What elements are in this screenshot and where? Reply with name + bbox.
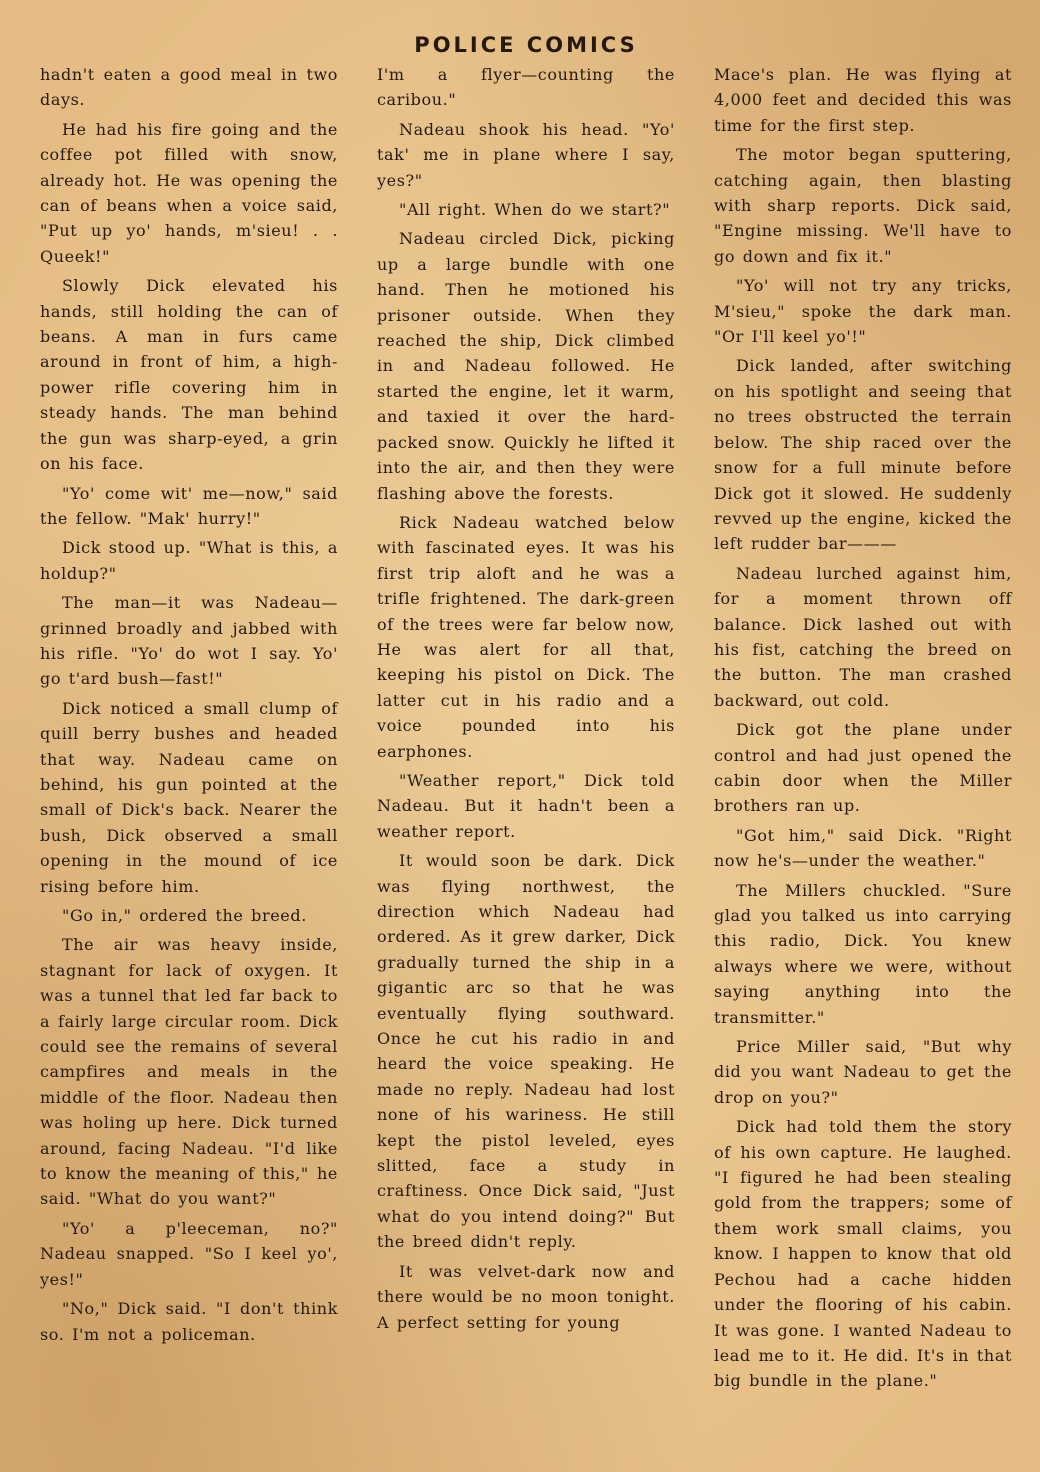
paragraph: It would soon be dark. Dick was flying northwest, the direction which Nadeau had ordered. As it grew darker, Dick gradually turned the ship in a gigantic arc so that he was eventually flying southward. Once he cut his radio in and heard the voice speaking. He made no reply. Nadeau had lost none of his wariness. He still kept the pistol leveled, eyes slitted, face a study in craftiness. Once Dick said, "Just what do you intend doing?" But the breed didn't reply. xyxy=(377,851,675,1252)
paragraph: Dick noticed a small clump of quill berry bushes and headed that way. Nadeau came on behind, his gun pointed at the small of Dick's back. Nearer the bush, Dick observed a small opening in the mound of ice rising before him. xyxy=(40,698,338,896)
paragraph: Nadeau lurched against him, for a moment thrown off balance. Dick lashed out with his fist, catching the breed on the button. The man crashed backward, out cold. xyxy=(714,563,1012,710)
paragraph: It was velvet-dark now and there would be no moon tonight. A perfect setting for young xyxy=(377,1261,675,1332)
paragraph: Dick landed, after switching on his spotlight and seeing that no trees obstructed the terrain below. The ship raced over the snow for a full minute before Dick got it slowed. He suddenly revved up the engine, kicked the left rudder bar——— xyxy=(714,356,1012,554)
paragraph: "Go in," ordered the breed. xyxy=(62,906,307,925)
paragraph: Slowly Dick elevated his hands, still holding the can of beans. A man in furs came around in front of him, a high-power rifle covering him in steady hands. The man behind the gun was sharp-eyed, a grin on his face. xyxy=(40,276,338,474)
paragraph: I'm a flyer—counting the caribou." xyxy=(377,65,675,110)
paragraph: Mace's plan. He was flying at 4,000 feet and decided this was time for the first step. xyxy=(714,65,1012,135)
paragraph: "Got him," said Dick. "Right now he's—under the weather." xyxy=(714,825,1012,871)
paragraph: Nadeau circled Dick, picking up a large bundle with one hand. Then he motioned his prisoner outside. When they reached the ship, Dick climbed in and Nadeau followed. He started the engine, let it warm, and taxied it over the hard-packed snow. Quickly he lifted it into the air, and then they were flashing above the forests. xyxy=(377,229,675,503)
paragraph: The Millers chuckled. "Sure glad you talked us into carrying this radio, Dick. You knew always where we were, without saying anything into the transmitter." xyxy=(714,880,1012,1027)
column-3 xyxy=(714,62,1012,1398)
paragraph: hadn't eaten a good meal in two days. xyxy=(40,65,338,110)
running-header: POLICE COMICS xyxy=(414,33,638,57)
paragraph: Nadeau shook his head. "Yo' tak' me in plane where I say, yes?" xyxy=(377,119,675,190)
paragraph: He had his fire going and the coffee pot filled with snow, already hot. He was opening the can of beans when a voice said, "Put up yo' hands, m'sieu! . . Queek!" xyxy=(40,119,338,266)
column-2 xyxy=(377,62,675,1398)
paragraph: The man—it was Nadeau—grinned broadly and jabbed with his rifle. "Yo' do wot I say. Yo' go t'ard bush—fast!" xyxy=(40,593,338,689)
column-1 xyxy=(40,62,338,1398)
paragraph: Dick got the plane under control and had just opened the cabin door when the Miller brothers ran up. xyxy=(714,720,1012,816)
text-columns xyxy=(40,62,1012,1398)
paragraph: Rick Nadeau watched below with fascinated eyes. It was his first trip aloft and he was a trifle frightened. The dark-green of the trees were far below now, He was alert for all that, keeping his pistol on Dick. The latter cut in his radio and a voice pounded into his earphones. xyxy=(377,512,675,761)
paragraph: "Yo' a p'leeceman, no?" Nadeau snapped. "So I keel yo', yes!" xyxy=(40,1218,338,1289)
paragraph: The air was heavy inside, stagnant for lack of oxygen. It was a tunnel that led far back to a fairly large circular room. Dick could see the remains of several campfires and meals in the middle of the floor. Nadeau then was holing up here. Dick turned around, facing Nadeau. "I'd like to know the meaning of this," he said. "What do you want?" xyxy=(40,935,338,1209)
paragraph: "Yo' will not try any tricks, M'sieu," spoke the dark man. "Or I'll keel yo'!" xyxy=(714,276,1012,347)
paragraph: Dick had told them the story of his own capture. He laughed. "I figured he had been stealing gold from the trappers; some of them work small claims, you know. I happen to know that old Pechou had a cache hidden under the flooring of his cabin. It was gone. I wanted Nadeau to lead me to it. He did. It's in that big bundle in the plane." xyxy=(714,1117,1012,1391)
paragraph: Price Miller said, "But why did you want Nadeau to get the drop on you?" xyxy=(714,1037,1012,1107)
paragraph: "Weather report," Dick told Nadeau. But it hadn't been a weather report. xyxy=(377,770,675,841)
paragraph: Dick stood up. "What is this, a holdup?" xyxy=(40,538,338,583)
paragraph: The motor began sputtering, catching again, then blasting with sharp reports. Dick said, "Engine missing. We'll have to go down and fix it." xyxy=(714,145,1012,266)
paragraph: "All right. When do we start?" xyxy=(399,200,671,220)
paragraph: "No," Dick said. "I don't think so. I'm not a policeman. xyxy=(40,1299,338,1344)
paragraph: "Yo' come wit' me—now," said the fellow. "Mak' hurry!" xyxy=(40,483,338,528)
